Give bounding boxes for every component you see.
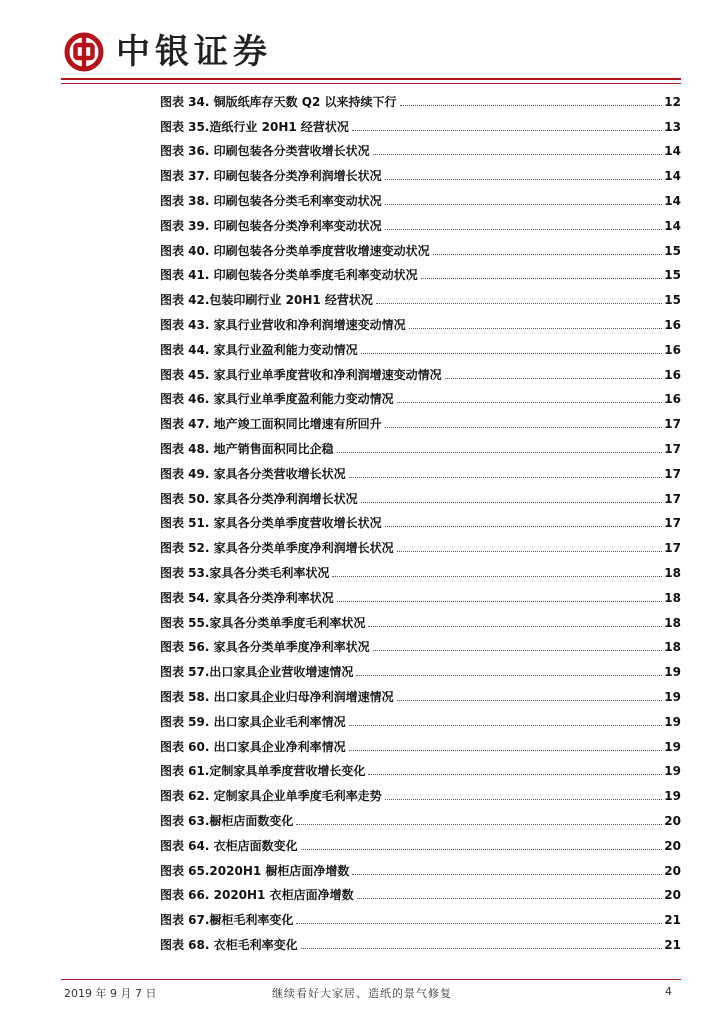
dot-leader [349,476,663,478]
toc-entry-title: 图表 56. 家具各分类单季度净利率状况 [160,640,370,655]
toc-entry-page: 17 [664,491,681,506]
toc-entry-title: 图表 37. 印刷包装各分类净利润增长状况 [160,169,382,184]
dot-leader [361,501,663,503]
toc-entry[interactable] [160,210,681,235]
toc-entry-page: 12 [664,94,681,109]
toc-entry[interactable] [160,408,681,433]
toc-entry[interactable] [160,136,681,161]
toc-entry[interactable] [160,235,681,260]
toc-entry-title: 图表 50. 家具各分类净利润增长状况 [160,491,358,506]
toc-entry[interactable] [160,656,681,681]
dot-leader [385,178,663,180]
dot-leader [373,649,663,651]
toc-entry-title: 图表 57.出口家具企业营收增速情况 [160,665,354,680]
toc-entry-title: 图表 61.定制家具单季度营收增长变化 [160,764,366,779]
toc-entry-page: 20 [664,888,681,903]
toc-entry-title: 图表 46. 家具行业单季度盈利能力变动情况 [160,392,394,407]
toc-entry-page: 15 [664,268,681,283]
toc-entry-page: 19 [664,665,681,680]
dot-leader [337,451,663,453]
toc-entry[interactable] [160,359,681,384]
toc-entry-title: 图表 48. 地产销售面积同比企稳 [160,441,334,456]
toc-entry-page: 14 [664,169,681,184]
toc-entry[interactable] [160,855,681,880]
page-header [64,28,272,76]
toc-entry-page: 17 [664,541,681,556]
toc-entry[interactable] [160,830,681,855]
toc-entry[interactable] [160,185,681,210]
dot-leader [397,550,663,552]
dot-leader [357,897,663,899]
dot-leader [421,277,663,279]
toc-entry-page: 16 [664,317,681,332]
toc-entry-title: 图表 41. 印刷包装各分类单季度毛利率变动状况 [160,268,418,283]
toc-entry-page: 15 [664,293,681,308]
toc-entry-page: 17 [664,466,681,481]
toc-entry-title: 图表 59. 出口家具企业毛利率情况 [160,714,346,729]
dot-leader [400,104,663,106]
footer-rule [61,979,681,980]
toc-entry-title: 图表 49. 家具各分类营收增长状况 [160,466,346,481]
toc-entry-title: 图表 42.包装印刷行业 20H1 经营状况 [160,293,373,308]
toc-entry[interactable] [160,582,681,607]
dot-leader [332,575,662,577]
toc-entry-title: 图表 45. 家具行业单季度营收和净利润增速变动情况 [160,367,442,382]
dot-leader [385,228,663,230]
toc-entry[interactable] [160,433,681,458]
toc-entry[interactable] [160,880,681,905]
toc-entry[interactable] [160,706,681,731]
toc-entry[interactable] [160,681,681,706]
figure-list [160,86,681,954]
toc-entry[interactable] [160,929,681,954]
toc-entry-page: 17 [664,417,681,432]
toc-entry-page: 18 [664,565,681,580]
toc-entry[interactable] [160,632,681,657]
dot-leader [296,922,662,924]
toc-entry-page: 21 [664,937,681,952]
dot-leader [385,203,663,205]
toc-entry-page: 20 [664,838,681,853]
toc-entry-page: 19 [664,739,681,754]
toc-entry[interactable] [160,458,681,483]
toc-entry-title: 图表 58. 出口家具企业归母净利润增速情况 [160,689,394,704]
toc-entry-title: 图表 52. 家具各分类单季度净利润增长状况 [160,541,394,556]
toc-entry-page: 13 [664,119,681,134]
toc-entry[interactable] [160,86,681,111]
footer-date: 2019 年 9 月 7 日 [64,987,157,1000]
toc-entry[interactable] [160,756,681,781]
dot-leader [397,699,663,701]
bank-of-china-logo-icon [64,32,104,72]
toc-entry[interactable] [160,384,681,409]
dot-leader [337,600,663,602]
toc-entry[interactable] [160,731,681,756]
dot-leader [361,352,663,354]
toc-entry-title: 图表 40. 印刷包装各分类单季度营收增速变动状况 [160,243,430,258]
dot-leader [368,625,662,627]
page-number: 4 [665,985,672,998]
toc-entry-title: 图表 47. 地产竣工面积同比增速有所回升 [160,417,382,432]
toc-entry-page: 18 [664,590,681,605]
toc-entry-page: 21 [664,913,681,928]
brand-name: 中银证券 [116,32,272,72]
header-rule [61,78,681,80]
toc-entry-title: 图表 34. 铜版纸库存天数 Q2 以来持续下行 [160,94,397,109]
toc-entry[interactable] [160,260,681,285]
dot-leader [385,426,663,428]
toc-entry-page: 19 [664,764,681,779]
toc-entry[interactable] [160,160,681,185]
dot-leader [409,327,663,329]
toc-entry[interactable] [160,904,681,929]
dot-leader [349,724,663,726]
toc-entry[interactable] [160,309,681,334]
dot-leader [376,302,662,304]
dot-leader [385,525,663,527]
toc-entry[interactable] [160,284,681,309]
toc-entry-title: 图表 36. 印刷包装各分类营收增长状况 [160,144,370,159]
toc-entry-page: 14 [664,218,681,233]
toc-entry-title: 图表 66. 2020H1 衣柜店面净增数 [160,888,354,903]
toc-entry-title: 图表 62. 定制家具企业单季度毛利率走势 [160,789,382,804]
toc-entry-title: 图表 60. 出口家具企业净利率情况 [160,739,346,754]
toc-entry-page: 17 [664,516,681,531]
toc-entry-title: 图表 51. 家具各分类单季度营收增长状况 [160,516,382,531]
dot-leader [445,377,663,379]
toc-entry-page: 18 [664,615,681,630]
dot-leader [368,773,662,775]
toc-entry-title: 图表 65.2020H1 橱柜店面净增数 [160,863,350,878]
toc-entry[interactable] [160,607,681,632]
toc-entry-page: 19 [664,714,681,729]
header-rule-thin [61,83,681,84]
dot-leader [349,749,663,751]
toc-entry[interactable] [160,805,681,830]
footer-title: 继续看好大家居、造纸的景气修复 [272,987,452,1000]
toc-entry[interactable] [160,532,681,557]
toc-entry-title: 图表 63.橱柜店面数变化 [160,813,294,828]
dot-leader [433,253,663,255]
toc-entry-title: 图表 54. 家具各分类净利率状况 [160,590,334,605]
toc-entry-page: 16 [664,342,681,357]
dot-leader [352,129,662,131]
toc-entry-title: 图表 64. 衣柜店面数变化 [160,838,298,853]
toc-entry-title: 图表 38. 印刷包装各分类毛利率变动状况 [160,193,382,208]
dot-leader [385,798,663,800]
toc-entry[interactable] [160,334,681,359]
toc-entry-page: 16 [664,392,681,407]
toc-entry[interactable] [160,780,681,805]
toc-entry-title: 图表 53.家具各分类毛利率状况 [160,565,330,580]
toc-entry-page: 20 [664,813,681,828]
toc-entry-title: 图表 43. 家具行业营收和净利润增速变动情况 [160,317,406,332]
toc-entry-page: 14 [664,144,681,159]
dot-leader [356,674,662,676]
toc-entry[interactable] [160,557,681,582]
dot-leader [373,153,663,155]
dot-leader [301,947,663,949]
toc-entry-title: 图表 67.橱柜毛利率变化 [160,913,294,928]
toc-entry[interactable] [160,508,681,533]
toc-entry[interactable] [160,111,681,136]
dot-leader [301,848,663,850]
toc-entry-page: 14 [664,193,681,208]
toc-entry-page: 19 [664,689,681,704]
toc-entry-page: 18 [664,640,681,655]
toc-entry-page: 19 [664,789,681,804]
toc-entry-title: 图表 44. 家具行业盈利能力变动情况 [160,342,358,357]
dot-leader [296,823,662,825]
dot-leader [352,873,662,875]
dot-leader [397,401,663,403]
toc-entry-title: 图表 35.造纸行业 20H1 经营状况 [160,119,349,134]
toc-entry-title: 图表 55.家具各分类单季度毛利率状况 [160,615,366,630]
toc-entry-page: 20 [664,863,681,878]
toc-entry-page: 15 [664,243,681,258]
toc-entry-title: 图表 68. 衣柜毛利率变化 [160,937,298,952]
toc-entry-title: 图表 39. 印刷包装各分类净利率变动状况 [160,218,382,233]
toc-entry-page: 17 [664,441,681,456]
toc-entry-page: 16 [664,367,681,382]
toc-entry[interactable] [160,483,681,508]
